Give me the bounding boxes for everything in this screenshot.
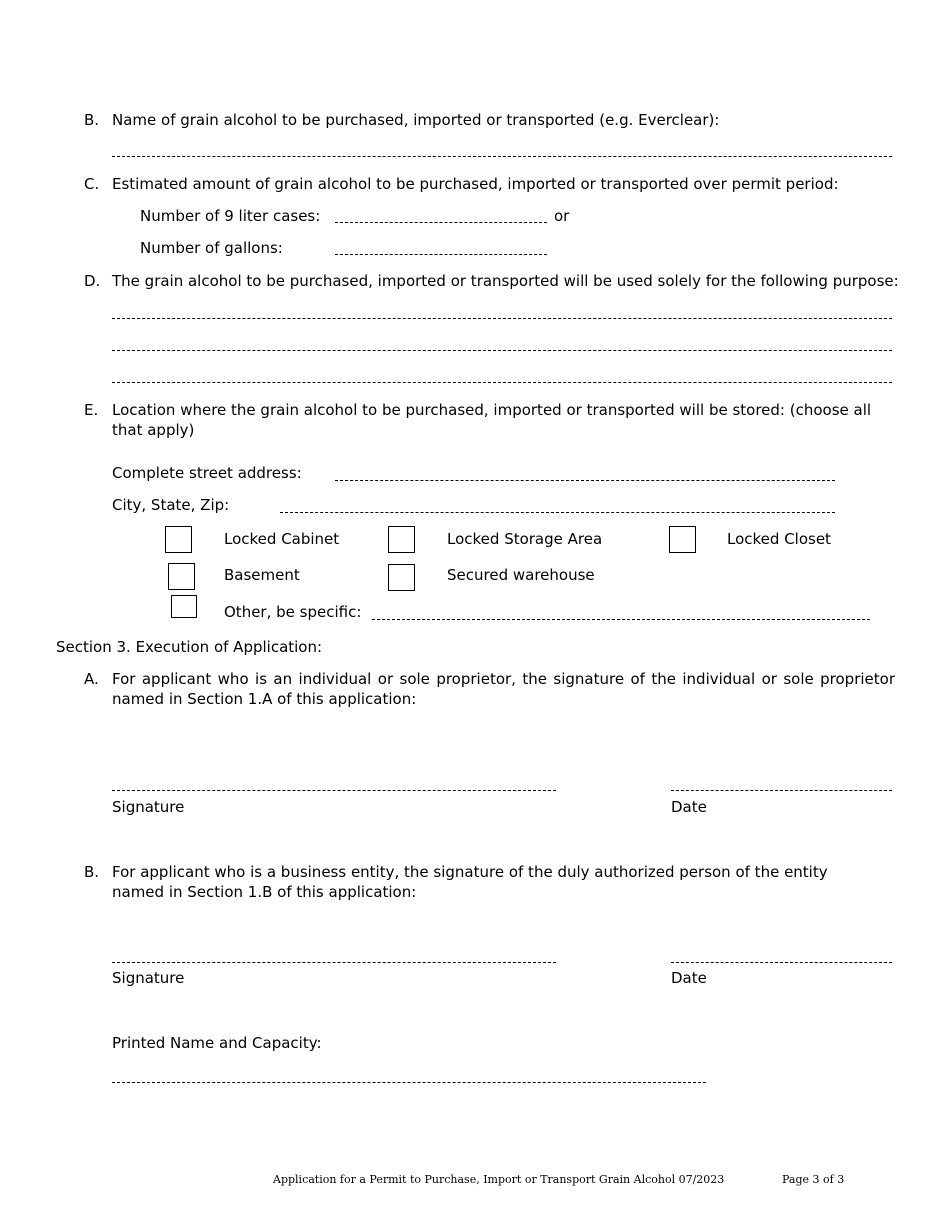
cases-field[interactable] (335, 222, 547, 223)
printed-name-label: Printed Name and Capacity: (112, 1034, 322, 1052)
signature-field-b[interactable] (112, 962, 556, 963)
locked-cabinet-checkbox[interactable] (165, 526, 192, 553)
city-state-zip-field[interactable] (280, 512, 835, 513)
purpose-field-line-2[interactable] (112, 350, 892, 351)
locked-cabinet-label: Locked Cabinet (224, 530, 340, 548)
gallons-field[interactable] (335, 254, 547, 255)
basement-checkbox[interactable] (168, 563, 195, 590)
item-e-question: Location where the grain alcohol to be purchased, imported or transported will be stored: (choose all that apply) (112, 401, 872, 439)
gallons-label: Number of gallons: (140, 239, 283, 257)
grain-alcohol-name-field[interactable] (112, 156, 892, 157)
cases-label: Number of 9 liter cases: (140, 207, 321, 225)
basement-label: Basement (224, 566, 300, 584)
signature-label-a: Signature (112, 798, 185, 816)
locked-storage-area-label: Locked Storage Area (447, 530, 603, 548)
secured-warehouse-checkbox[interactable] (388, 564, 415, 591)
secured-warehouse-label: Secured warehouse (447, 566, 595, 584)
section-3-a-letter: A. (84, 670, 99, 688)
purpose-field-line-1[interactable] (112, 318, 892, 319)
date-field-a[interactable] (671, 790, 892, 791)
section-3-b-letter: B. (84, 863, 100, 881)
printed-name-field[interactable] (112, 1082, 706, 1083)
street-address-label: Complete street address: (112, 464, 302, 482)
footer-form-title: Application for a Permit to Purchase, Import or Transport Grain Alcohol 07/2023 (273, 1173, 725, 1186)
item-d-letter: D. (84, 272, 101, 290)
date-label-b: Date (671, 969, 707, 987)
signature-label-b: Signature (112, 969, 185, 987)
locked-storage-area-checkbox[interactable] (388, 526, 415, 553)
section-3-heading: Section 3. Execution of Application: (56, 638, 323, 656)
section-3-a-text: For applicant who is an individual or sole proprietor, the signature of the individual or sole proprietor named in Section 1.A of this application: (112, 670, 895, 708)
other-checkbox[interactable] (171, 595, 197, 618)
or-text: or (554, 207, 570, 225)
locked-closet-label: Locked Closet (727, 530, 831, 548)
item-b-letter: B. (84, 111, 100, 129)
section-3-b-text: For applicant who is a business entity, the signature of the duly authorized person of the entity named in Section 1.B of this application: (112, 863, 828, 901)
locked-closet-checkbox[interactable] (669, 526, 696, 553)
other-label: Other, be specific: (224, 603, 362, 621)
city-state-zip-label: City, State, Zip: (112, 496, 230, 514)
date-field-b[interactable] (671, 962, 892, 963)
item-b-question: Name of grain alcohol to be purchased, imported or transported (e.g. Everclear): (112, 111, 720, 129)
footer-page-number: Page 3 of 3 (782, 1173, 845, 1186)
signature-field-a[interactable] (112, 790, 556, 791)
item-c-question: Estimated amount of grain alcohol to be purchased, imported or transported over permit period: (112, 175, 839, 193)
item-c-letter: C. (84, 175, 100, 193)
other-specify-field[interactable] (372, 619, 870, 620)
item-d-question: The grain alcohol to be purchased, imported or transported will be used solely for the following purpose: (112, 272, 899, 290)
purpose-field-line-3[interactable] (112, 382, 892, 383)
date-label-a: Date (671, 798, 707, 816)
item-e-letter: E. (84, 401, 99, 419)
street-address-field[interactable] (335, 480, 835, 481)
